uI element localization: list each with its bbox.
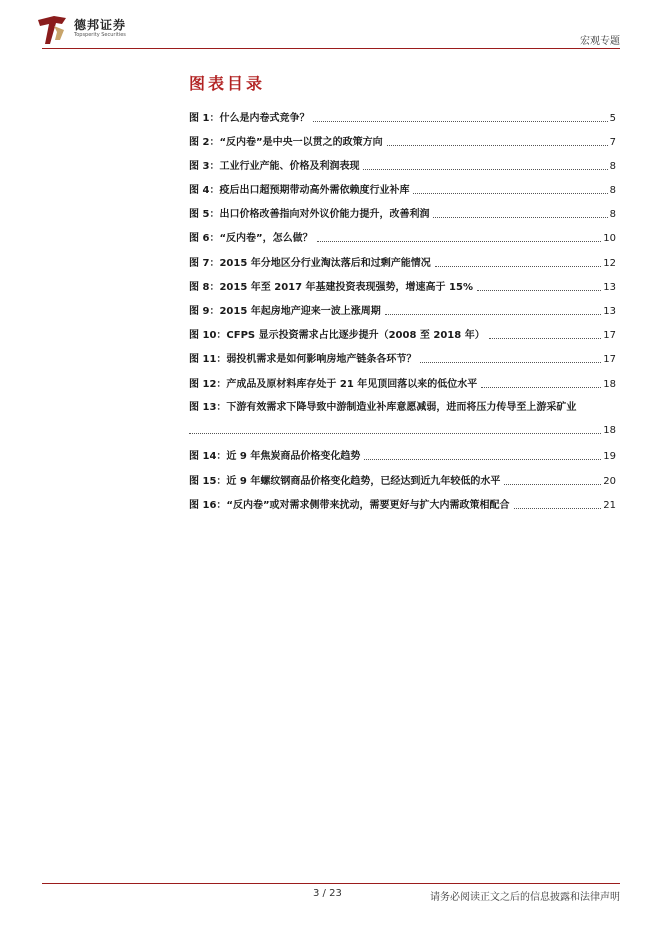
toc-entry-page: 12 (603, 258, 616, 269)
toc-leader (385, 313, 602, 315)
toc-entry-page: 20 (603, 476, 616, 487)
toc-leader (317, 240, 602, 242)
toc-entry-label: 图 12：产成品及原材料库存处于 21 年见顶回落以来的低位水平 (189, 379, 478, 390)
toc-title: 图表目录 (189, 74, 266, 93)
toc-entry-label: 图 1：什么是内卷式竞争？ (189, 113, 310, 124)
toc-entry-label: 图 4：疫后出口超预期带动高外需依赖度行业补库 (189, 185, 410, 196)
toc-entry[interactable] (189, 207, 616, 221)
toc-entry-label: 图 7：2015 年分地区分行业淘汰落后和过剩产能情况 (189, 258, 431, 269)
toc-entry[interactable] (189, 377, 616, 391)
toc-leader (477, 289, 601, 291)
company-logo-icon (36, 14, 70, 46)
toc-entry[interactable] (189, 256, 616, 270)
toc-entry[interactable] (189, 111, 616, 125)
footer-rule (42, 883, 620, 884)
toc-leader (481, 386, 601, 388)
toc-entry[interactable] (189, 401, 616, 439)
toc-entry-label: 图 3：工业行业产能、价格及利润表现 (189, 161, 360, 172)
toc-entry[interactable] (189, 304, 616, 318)
toc-entry-page: 7 (609, 137, 616, 148)
toc-entry-label: 图 15：近 9 年螺纹钢商品价格变化趋势，已经达到近九年较低的水平 (189, 476, 501, 487)
toc-leader (364, 458, 601, 460)
toc-entry-page: 8 (609, 161, 616, 172)
toc-entry-page: 19 (603, 451, 616, 462)
toc-leader (387, 144, 608, 146)
toc-entry-page: 5 (609, 113, 616, 124)
toc-entry-page: 13 (603, 306, 616, 317)
toc-leader (420, 361, 601, 363)
toc-entry-label: 图 16：“反内卷”或对需求侧带来扰动，需要更好与扩大内需政策相配合 (189, 500, 510, 511)
toc-entry-page: 18 (603, 379, 616, 390)
toc-entry-page: 13 (603, 282, 616, 293)
toc-leader (313, 120, 607, 122)
logo-subtext: Topsperity Securities (74, 32, 126, 38)
toc-leader (363, 168, 607, 170)
toc-entry[interactable] (189, 159, 616, 173)
toc-entry-page: 21 (603, 500, 616, 511)
toc-entry-label: 图 2：“反内卷”是中央一以贯之的政策方向 (189, 137, 383, 148)
toc-entry-label: 图 5：出口价格改善指向对外议价能力提升，改善利润 (189, 209, 430, 220)
toc-leader (189, 432, 601, 434)
toc-entry-page: 8 (609, 185, 616, 196)
toc-entry[interactable] (189, 474, 616, 488)
toc-entry-page: 8 (609, 209, 616, 220)
toc-entry[interactable] (189, 231, 616, 245)
toc-entry-label: 图 8：2015 年至 2017 年基建投资表现强势，增速高于 15% (189, 282, 473, 293)
toc-entry-label: 图 13：下游有效需求下降导致中游制造业补库意愿减弱，进而将压力传导至上游采矿业 (189, 402, 577, 413)
toc-entry-page: 17 (603, 330, 616, 341)
toc-leader (489, 337, 602, 339)
toc-leader (514, 507, 602, 509)
toc-leader (413, 192, 607, 194)
page-header (0, 0, 662, 48)
toc-entry-label: 图 9：2015 年起房地产迎来一波上涨周期 (189, 306, 381, 317)
toc-entry-page: 18 (603, 425, 616, 436)
toc-leader (504, 483, 601, 485)
toc-leader (435, 265, 602, 267)
toc-entry[interactable] (189, 135, 616, 149)
page-number: 3 / 23 (313, 888, 342, 899)
toc-entry[interactable] (189, 449, 616, 463)
toc-entry[interactable] (189, 280, 616, 294)
toc-entry-label: 图 14：近 9 年焦炭商品价格变化趋势 (189, 451, 361, 462)
toc-entry[interactable] (189, 352, 616, 366)
toc-entry-page: 10 (603, 233, 616, 244)
header-rule (42, 48, 620, 49)
section-label: 宏观专题 (580, 36, 620, 47)
toc-entry[interactable] (189, 328, 616, 342)
toc-entry[interactable] (189, 183, 616, 197)
disclaimer: 请务必阅读正文之后的信息披露和法律声明 (430, 892, 620, 903)
toc-entry-label: 图 11：弱投机需求是如何影响房地产链条各环节？ (189, 354, 417, 365)
toc-leader (433, 216, 607, 218)
logo-text: 德邦证券 (74, 18, 127, 32)
toc-entry[interactable] (189, 498, 616, 512)
toc-entry-label: 图 6：“反内卷”，怎么做？ (189, 233, 313, 244)
toc-entry-label: 图 10：CFPS 显示投资需求占比逐步提升（2008 至 2018 年） (189, 330, 485, 341)
toc-entry-page: 17 (603, 354, 616, 365)
